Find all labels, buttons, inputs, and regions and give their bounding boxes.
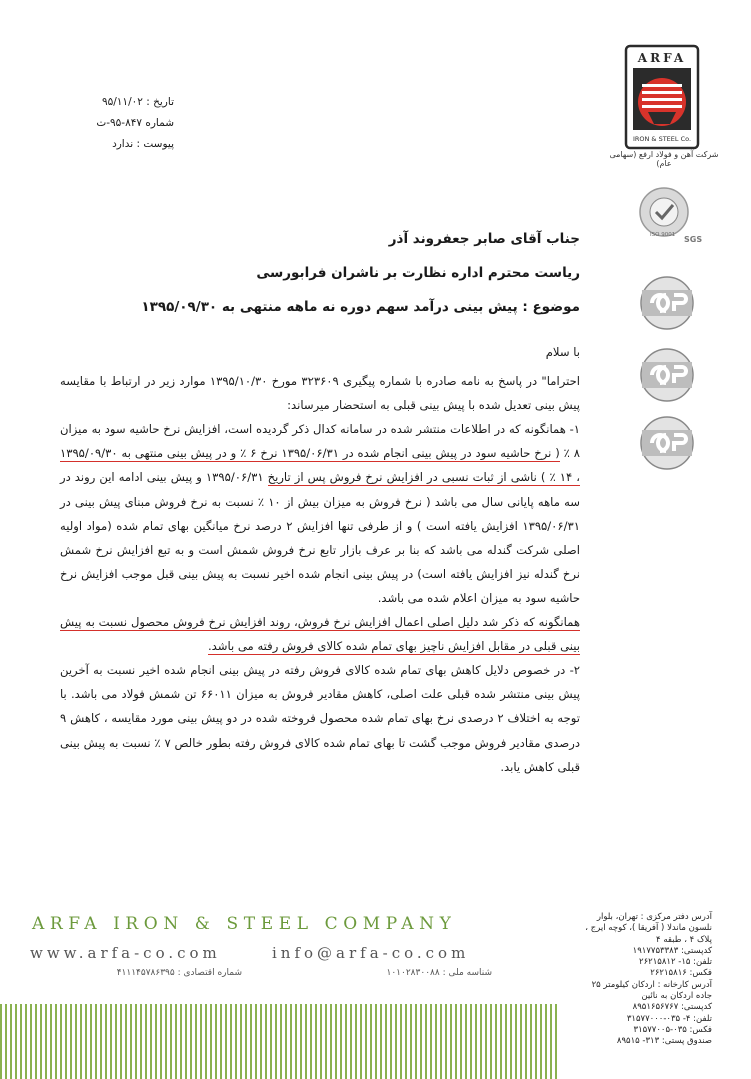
footer-address-line: تلفن: ۴- ۰۳۵-۳۱۵۷۷۰۰۰ bbox=[626, 1013, 712, 1024]
paragraph-item-2: ۲- در خصوص دلایل کاهش بهای تمام شده کالای فروش رفته در پیش بینی انجام شده اخیر نسبت به آخرین پیش بینی منتشر شده قبلی علت اصلی، کاهش مقادیر فروش به میزان ۶۶۰۱۱ تن شمش فولاد می باشد. با توجه به اختلاف ۲ درصدی نرخ بهای تمام شده محصول فروخته شده در دو پیش بینی مورد مقایسه ، کاهش ۹ درصدی مقادیر فروش موجب گشت تا بهای تمام شده کالای فروش رفته بطور خالص ۷ ٪ نسبت به پیش بینی قبلی کاهش یابد. bbox=[60, 663, 580, 774]
paragraph-intro: احتراما" در پاسخ به نامه صادره با شماره پیگیری ۳۲۳۶۰۹ مورخ ۱۳۹۵/۱۰/۳۰ موارد زیر در ارتباط با مقایسه پیش بینی تعدیل شده با پیش بینی قبلی به استحضار میرساند: bbox=[60, 374, 581, 413]
iso-certification-icon bbox=[636, 184, 703, 246]
footer-email-link[interactable]: info@arfa-co.com bbox=[272, 944, 470, 962]
footer-address-line: نلسون ماندلا ( آفریقا )، کوچه ایرج ، bbox=[585, 923, 712, 934]
footer-address-line: آدرس دفتر مرکزی : تهران، بلوار bbox=[596, 912, 712, 922]
footer-address-line: جاده اردکان به نائین bbox=[641, 991, 712, 1002]
footer-address-line: پلاک ۴ ، طبقه ۴ bbox=[656, 934, 712, 945]
paragraph-item-1 bbox=[60, 417, 580, 610]
certification-badge-icon bbox=[636, 344, 698, 406]
footer-address-line: کدپستی: ۸۹۵۱۶۵۶۷۶۷ bbox=[632, 1002, 712, 1013]
sgs-label: SGS bbox=[684, 235, 703, 244]
logo-sub: IRON & STEEL Co. bbox=[632, 135, 692, 143]
iso-label: ISO 9001 bbox=[650, 232, 676, 238]
certification-badge-icon bbox=[636, 412, 698, 474]
footer-company-name: ARFA IRON & STEEL COMPANY bbox=[32, 914, 457, 934]
letter-attachment: پیوست : ندارد bbox=[112, 138, 174, 150]
paragraph-item-1-start: ۱- همانگونه که در اطلاعات منتشر شده در سامانه کدال ذکر گردیده است، افزایش نرخ حاشیه سود به میزان ۸ ٪ bbox=[60, 422, 580, 461]
footer-address-line: فکس: ۲۶۲۱۵۸۱۶ bbox=[650, 968, 712, 979]
footer-address-line: کدپستی: ۱۹۱۷۷۵۳۳۸۳ bbox=[632, 945, 712, 956]
footer-address-line: صندوق پستی: ۳۱۳- ۸۹۵۱۵ bbox=[616, 1036, 712, 1047]
addressee-block bbox=[141, 222, 580, 324]
highlighted-summary: همانگونه که ذکر شد دلیل اصلی اعمال افزایش نرخ فروش، روند افزایش نرخ فروش محصول نسبت به پیش بینی قبلی در مقابل افزایش ناچیز بهای تمام شده کالای فروش رفته می باشد. bbox=[60, 615, 580, 654]
addressee-title: ریاست محترم اداره نظارت بر ناشران فرابورسی bbox=[256, 265, 580, 281]
letter-meta bbox=[84, 92, 174, 155]
footer-address-line: تلفن: ۱۵- ۲۶۲۱۵۸۱۲ bbox=[639, 957, 712, 968]
footer-stripes-decoration bbox=[0, 1004, 560, 1079]
footer-economic-code: شماره اقتصادی : ۴۱۱۱۴۵۷۸۶۳۹۵ bbox=[116, 968, 242, 978]
letter-number: شماره ۸۴۷-۹۵-ت bbox=[96, 117, 174, 129]
letter-date: تاریخ : ۹۵/۱۱/۰۲ bbox=[101, 96, 174, 108]
footer-national-id: شناسه ملی : ۱۰۱۰۲۸۳۰۰۸۸ bbox=[386, 968, 492, 978]
letter-subject: موضوع : پیش بینی درآمد سهم دوره نه ماهه منتهی به ۱۳۹۵/۰۹/۳۰ bbox=[141, 299, 580, 315]
greeting: با سلام bbox=[545, 345, 580, 359]
company-logo bbox=[624, 44, 700, 150]
paragraph-summary bbox=[60, 610, 580, 658]
footer-address-line: فکس: ۰۳۵-۳۱۵۷۷۰۰۵ bbox=[633, 1024, 712, 1035]
highlighted-text: ( نرخ حاشیه سود در پیش بینی انجام شده در ۱۳۹۵/۰۶/۳۱ نرخ ۶ ٪ و در پیش بینی منتهی به ۱۳۹۵/۰۹/۳۰ ، ۱۴ ٪ ) ناشی از ثبات نسبی در افزایش نرخ فروش پس از تاریخ bbox=[60, 446, 580, 485]
footer-website-link[interactable]: www.arfa-co.com bbox=[30, 944, 221, 962]
footer-address-line: آدرس کارخانه : اردکان کیلومتر ۲۵ bbox=[591, 979, 712, 990]
certification-badge-icon bbox=[636, 272, 698, 334]
paragraph-item-1-end: ۱۳۹۵/۰۶/۳۱ و پیش بینی ادامه این روند در سه ماهه پایانی سال می باشد ( نرخ فروش به میزان بیش از ۱۰ ٪ نسبت به نرخ فروش مبنای پیش بینی در ۱۳۹۵/۰۶/۳۱ افزایش یافته است ) و از طرفی تنها افزایش ۲ درصد نرخ میانگین بهای تمام شده (مواد اولیه اصلی شرکت گندله می باشد که بنا بر عرف بازار تابع نرخ فروش شمش است و به تبع افزایش نرخ شمش نرخ گندله نیز افزایش یافته است) در پیش بینی انجام شده اخیر نسبت به پیش بینی قبل موجب افزایش نرخ حاشیه سود به میزان اعلام شده می باشد. bbox=[60, 470, 580, 605]
letter-body bbox=[60, 340, 580, 779]
logo-brand: ARFA bbox=[637, 51, 687, 65]
addressee-name: جناب آقای صابر جعفروند آذر bbox=[388, 231, 580, 247]
company-name-fa: شرکت آهن و فولاد ارفع (سهامی عام) bbox=[609, 150, 719, 168]
